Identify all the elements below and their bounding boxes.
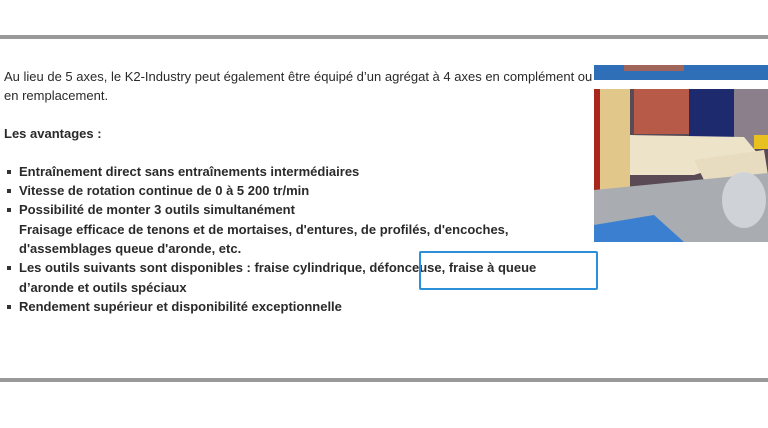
list-item-text: Possibilité de monter 3 outils simultanément bbox=[19, 202, 295, 218]
advantages-heading: Les avantages : bbox=[4, 125, 102, 141]
machine-photo bbox=[594, 65, 768, 242]
list-item: Rendement supérieur et disponibilité exceptionnelle bbox=[4, 297, 594, 316]
advantages-list bbox=[4, 162, 594, 316]
highlight-box bbox=[419, 251, 598, 290]
list-item bbox=[4, 200, 594, 258]
list-item-detail: Fraisage efficace de tenons et de mortaises, d'entures, de profilés, d'encoches, d'assemblages queue d'aronde, etc. bbox=[19, 221, 509, 257]
list-item: Entraînement direct sans entraînements intermédiaires bbox=[4, 162, 594, 181]
list-item: Les outils suivants sont disponibles : fraise cylindrique, défonceuse, fraise à queue d’aronde et outils spéciaux bbox=[4, 258, 594, 297]
top-divider bbox=[0, 35, 768, 39]
bottom-divider bbox=[0, 378, 768, 382]
list-item: Vitesse de rotation continue de 0 à 5 200 tr/min bbox=[4, 181, 594, 200]
intro-paragraph: Au lieu de 5 axes, le K2-Industry peut également être équipé d’un agrégat à 4 axes en complément ou en remplacement. bbox=[4, 69, 593, 104]
